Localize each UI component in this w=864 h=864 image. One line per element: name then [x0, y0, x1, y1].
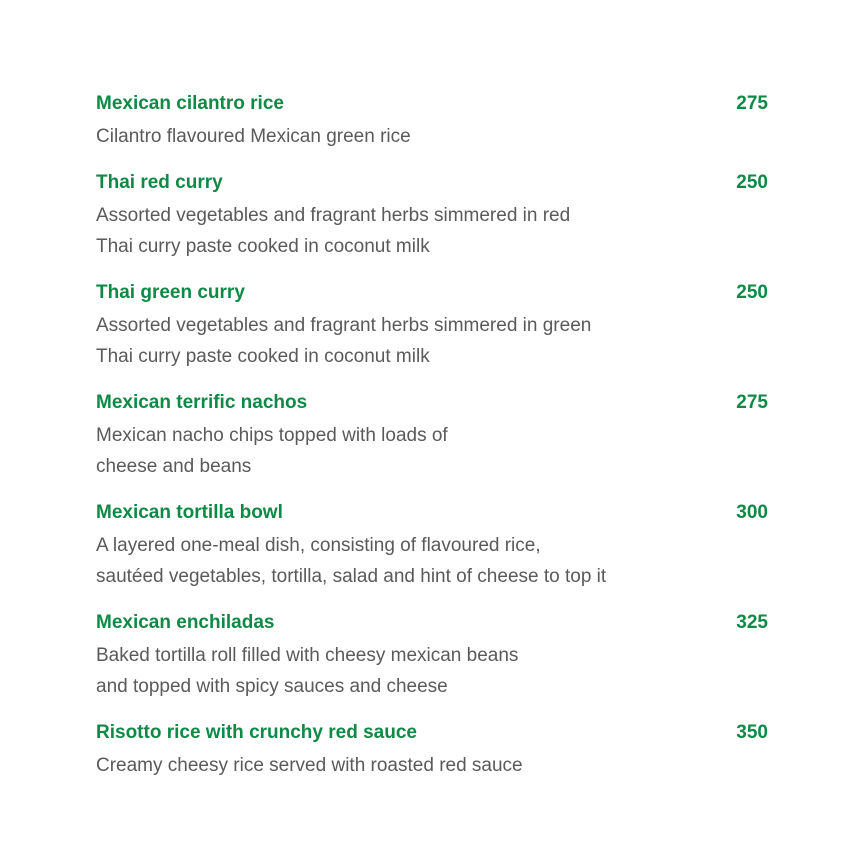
description-line: Thai curry paste cooked in coconut milk [96, 236, 430, 257]
menu-item-header [96, 719, 768, 750]
menu-list [96, 90, 768, 798]
description-line: Creamy cheesy rice served with roasted red sauce [96, 755, 523, 776]
menu-item [96, 169, 768, 262]
menu-item-name: Mexican enchiladas [96, 612, 275, 633]
menu-item-price: 275 [736, 93, 768, 114]
menu-item-header [96, 499, 768, 530]
menu-item-price: 300 [736, 502, 768, 523]
menu-item-description [96, 420, 768, 482]
menu-item-header [96, 279, 768, 310]
menu-item-header [96, 389, 768, 420]
description-line: Assorted vegetables and fragrant herbs simmered in green [96, 315, 592, 336]
menu-item [96, 90, 768, 152]
menu-item-name: Mexican terrific nachos [96, 392, 308, 413]
description-line: and topped with spicy sauces and cheese [96, 676, 448, 697]
menu-item-description [96, 640, 768, 702]
menu-item-price: 325 [736, 612, 768, 633]
menu-item [96, 719, 768, 781]
menu-item [96, 389, 768, 482]
menu-item-header [96, 169, 768, 200]
description-line: Thai curry paste cooked in coconut milk [96, 346, 430, 367]
menu-item-name: Risotto rice with crunchy red sauce [96, 722, 417, 743]
description-line: Mexican nacho chips topped with loads of [96, 425, 448, 446]
menu-item-price: 250 [736, 172, 768, 193]
description-line: A layered one-meal dish, consisting of flavoured rice, [96, 535, 541, 556]
menu-item-name: Mexican cilantro rice [96, 93, 284, 114]
menu-item [96, 279, 768, 372]
menu-item-price: 275 [736, 392, 768, 413]
menu-item-name: Mexican tortilla bowl [96, 502, 283, 523]
menu-item-header [96, 609, 768, 640]
menu-item [96, 609, 768, 702]
menu-item-name: Thai red curry [96, 172, 223, 193]
description-line: Assorted vegetables and fragrant herbs simmered in red [96, 205, 571, 226]
menu-item [96, 499, 768, 592]
menu-item-price: 250 [736, 282, 768, 303]
description-line: Baked tortilla roll filled with cheesy mexican beans [96, 645, 519, 666]
description-line: Cilantro flavoured Mexican green rice [96, 126, 411, 147]
menu-item-description [96, 530, 768, 592]
menu-item-description [96, 750, 768, 781]
menu-item-name: Thai green curry [96, 282, 245, 303]
description-line: sautéed vegetables, tortilla, salad and hint of cheese to top it [96, 566, 607, 587]
menu-item-price: 350 [736, 722, 768, 743]
menu-item-description [96, 310, 768, 372]
menu-item-description [96, 121, 768, 152]
menu-item-description [96, 200, 768, 262]
menu-item-header [96, 90, 768, 121]
description-line: cheese and beans [96, 456, 252, 477]
